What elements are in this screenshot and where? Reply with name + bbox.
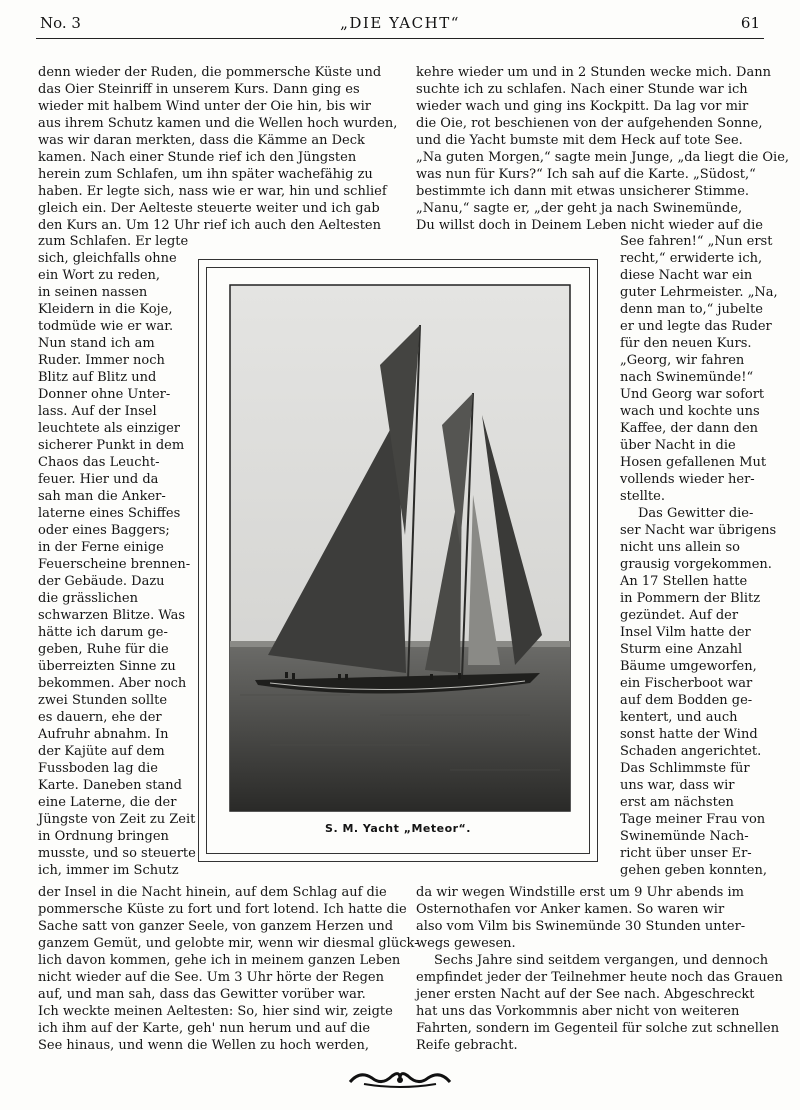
text-line: oder eines Baggers; xyxy=(38,523,170,538)
text-line: Bäume umgeworfen, xyxy=(620,659,757,674)
text-line: Sechs Jahre sind seitdem vergangen, und dennoch xyxy=(434,953,769,968)
text-line: „Nanu,“ sagte er, „der geht ja nach Swinemünde, xyxy=(416,201,743,216)
text-line: Swinemünde Nach- xyxy=(620,829,749,844)
text-line: die Oie, rot beschienen von der aufgehenden Sonne, xyxy=(416,116,763,131)
text-line: ser Nacht war übrigens xyxy=(620,523,777,538)
text-line: Sache satt von ganzer Seele, von ganzem Herzen und xyxy=(38,919,394,934)
text-line: lass. Auf der Insel xyxy=(38,404,157,419)
text-line: empfindet jeder der Teilnehmer heute noch das Grauen xyxy=(416,970,783,985)
text-line: recht,“ erwiderte ich, xyxy=(620,251,763,266)
text-line: See fahren!“ „Nun erst xyxy=(620,234,773,249)
text-line: See hinaus, und wenn die Wellen zu hoch werden, xyxy=(38,1038,369,1053)
right-column-wrap xyxy=(620,233,778,879)
text-line: über Nacht in die xyxy=(620,438,736,453)
text-line: gleich ein. Der Aelteste steuerte weiter und ich gab xyxy=(38,201,380,216)
text-line: hätte ich darum ge- xyxy=(38,625,168,640)
text-line: Aufruhr abnahm. In xyxy=(38,727,169,742)
text-line: ich, immer im Schutz xyxy=(38,863,179,878)
text-line: Tage meiner Frau von xyxy=(620,812,766,827)
text-line: uns war, dass wir xyxy=(620,778,735,793)
text-line: auf dem Bodden ge- xyxy=(620,693,753,708)
text-line: also vom Vilm bis Swinemünde 30 Stunden unter- xyxy=(416,919,746,934)
text-line: ein Fischerboot war xyxy=(620,676,753,691)
text-line: überreizten Sinne zu xyxy=(38,659,176,674)
text-line: aus ihrem Schutz kamen und die Wellen hoch wurden, xyxy=(38,116,398,131)
text-line: sonst hatte der Wind xyxy=(620,727,758,742)
text-line: bestimmte ich dann mit etwas unsicherer Stimme. xyxy=(416,184,750,199)
page-number: 61 xyxy=(740,14,760,32)
text-line: das Oier Steinriff in unserem Kurs. Dann ging es xyxy=(38,82,360,97)
text-line: Das Schlimmste für xyxy=(620,761,750,776)
text-line: haben. Er legte sich, nass wie er war, hin und schlief xyxy=(38,184,387,199)
text-line: Fahrten, sondern im Gegenteil für solche zut schnellen xyxy=(416,1021,780,1036)
text-line: Feuerscheine brennen- xyxy=(38,557,191,572)
text-line: richt über unser Er- xyxy=(620,846,752,861)
text-line: den Kurs an. Um 12 Uhr rief ich auch den Aeltesten xyxy=(38,218,381,233)
text-line: gezündet. Auf der xyxy=(620,608,739,623)
text-line: Insel Vilm hatte der xyxy=(620,625,751,640)
text-line: gehen geben konnten, xyxy=(620,863,767,878)
issue-number: No. 3 xyxy=(40,14,81,32)
text-line: leuchtete als einziger xyxy=(38,421,181,436)
text-line: denn wieder der Ruden, die pommersche Küste und xyxy=(38,65,382,80)
text-line: pommersche Küste zu fort und fort lotend. Ich hatte die xyxy=(38,902,407,917)
text-line: es dauern, ehe der xyxy=(38,710,162,725)
text-line: was wir daran merkten, dass die Kämme an Deck xyxy=(38,133,365,148)
text-line: „Georg, wir fahren xyxy=(620,353,745,368)
journal-title: „DIE YACHT“ xyxy=(340,14,460,32)
text-line: Schaden angerichtet. xyxy=(620,744,762,759)
text-line: Nun stand ich am xyxy=(38,336,155,351)
text-line: „Na guten Morgen,“ sagte mein Junge, „da liegt die Oie, xyxy=(416,150,790,165)
text-line: der Insel in die Nacht hinein, auf dem Schlag auf die xyxy=(38,885,387,900)
text-line: grausig vorgekommen. xyxy=(620,557,772,572)
text-line: zum Schlafen. Er legte xyxy=(38,234,189,249)
text-line: in Ordnung bringen xyxy=(38,829,169,844)
text-line: schwarzen Blitze. Was xyxy=(38,608,186,623)
left-column-bottom xyxy=(38,884,419,1054)
text-line: laterne eines Schiffes xyxy=(38,506,181,521)
text-line: diese Nacht war ein xyxy=(620,268,753,283)
text-line: für den neuen Kurs. xyxy=(620,336,752,351)
text-line: der Gebäude. Dazu xyxy=(38,574,165,589)
text-line: lich davon kommen, gehe ich in meinem ganzen Leben xyxy=(38,953,401,968)
text-line: musste, und so steuerte xyxy=(38,846,196,861)
text-line: feuer. Hier und da xyxy=(38,472,159,487)
text-line: vollends wieder her- xyxy=(620,472,755,487)
text-line: Hosen gefallenen Mut xyxy=(620,455,767,470)
text-line: Das Gewitter die- xyxy=(638,506,754,521)
text-line: Reife gebracht. xyxy=(416,1038,518,1053)
decorative-ornament xyxy=(346,1068,454,1090)
text-line: wieder mit halbem Wind unter der Oie hin, bis wir xyxy=(38,99,372,114)
text-line: hat uns das Vorkommnis aber nicht von weiteren xyxy=(416,1004,740,1019)
text-line: Karte. Daneben stand xyxy=(38,778,182,793)
text-line: kamen. Nach einer Stunde rief ich den Jüngsten xyxy=(38,150,357,165)
text-line: Du willst doch in Deinem Leben nicht wieder auf die xyxy=(416,218,763,233)
text-line: der Kajüte auf dem xyxy=(38,744,165,759)
text-line: was nun für Kurs?“ Ich sah auf die Karte. „Südost,“ xyxy=(416,167,756,182)
text-line: geben, Ruhe für die xyxy=(38,642,169,657)
left-column-wrap xyxy=(38,233,196,879)
text-line: suchte ich zu schlafen. Nach einer Stunde war ich xyxy=(416,82,748,97)
text-line: Ruder. Immer noch xyxy=(38,353,165,368)
text-line: sicherer Punkt in dem xyxy=(38,438,185,453)
text-line: herein zum Schlafen, um ihn später wachefähig zu xyxy=(38,167,373,182)
text-line: todmüde wie er war. xyxy=(38,319,174,334)
text-line: in der Ferne einige xyxy=(38,540,164,555)
text-line: wach und kochte uns xyxy=(620,404,760,419)
left-column-top xyxy=(38,64,398,234)
text-line: wegs gewesen. xyxy=(416,936,516,951)
text-line: Donner ohne Unter- xyxy=(38,387,171,402)
text-line: zwei Stunden sollte xyxy=(38,693,168,708)
text-line: Ich weckte meinen Aeltesten: So, hier sind wir, zeigte xyxy=(38,1004,393,1019)
text-line: denn man to,“ jubelte xyxy=(620,302,763,317)
text-line: bekommen. Aber noch xyxy=(38,676,187,691)
text-line: in seinen nassen xyxy=(38,285,148,300)
text-line: nicht wieder auf die See. Um 3 Uhr hörte der Regen xyxy=(38,970,384,985)
text-line: Kaffee, der dann den xyxy=(620,421,759,436)
text-line: eine Laterne, die der xyxy=(38,795,177,810)
sailing-yacht-photo xyxy=(230,285,570,811)
text-line: kentert, und auch xyxy=(620,710,738,725)
text-line: da wir wegen Windstille erst um 9 Uhr abends im xyxy=(416,885,744,900)
text-line: ich ihm auf der Karte, geh' nun herum und auf die xyxy=(38,1021,371,1036)
text-line: guter Lehrmeister. „Na, xyxy=(620,285,778,300)
text-line: er und legte das Ruder xyxy=(620,319,772,334)
text-line: nicht uns allein so xyxy=(620,540,741,555)
text-line: erst am nächsten xyxy=(620,795,734,810)
text-line: Jüngste von Zeit zu Zeit xyxy=(38,812,196,827)
text-line: auf, und man sah, dass das Gewitter vorüber war. xyxy=(38,987,366,1002)
text-line: Osternothafen vor Anker kamen. So waren wir xyxy=(416,902,725,917)
header-rule xyxy=(36,38,764,39)
text-line: jener ersten Nacht auf der See nach. Abgeschreckt xyxy=(416,987,755,1002)
text-line: Kleidern in die Koje, xyxy=(38,302,173,317)
text-line: kehre wieder um und in 2 Stunden wecke mich. Dann xyxy=(416,65,771,80)
text-line: Chaos das Leucht- xyxy=(38,455,160,470)
text-line: Fussboden lag die xyxy=(38,761,158,776)
text-line: ein Wort zu reden, xyxy=(38,268,161,283)
text-line: sich, gleichfalls ohne xyxy=(38,251,177,266)
text-line: in Pommern der Blitz xyxy=(620,591,761,606)
text-line: sah man die Anker- xyxy=(38,489,166,504)
figure-caption: S. M. Yacht „Meteor“. xyxy=(325,822,471,835)
text-line: Blitz auf Blitz und xyxy=(38,370,157,385)
text-line: und die Yacht bumste mit dem Heck auf tote See. xyxy=(416,133,743,148)
text-line: nach Swinemünde!“ xyxy=(620,370,754,385)
text-line: Sturm eine Anzahl xyxy=(620,642,743,657)
text-line: wieder wach und ging ins Kockpitt. Da lag vor mir xyxy=(416,99,749,114)
text-line: Und Georg war sofort xyxy=(620,387,765,402)
text-line: ganzem Gemüt, und gelobte mir, wenn wir diesmal glück- xyxy=(38,936,419,951)
right-column-top xyxy=(416,64,790,234)
right-column-bottom xyxy=(416,884,783,1054)
text-line: die grässlichen xyxy=(38,591,138,606)
text-line: An 17 Stellen hatte xyxy=(620,574,748,589)
text-line: stellte. xyxy=(620,489,665,504)
